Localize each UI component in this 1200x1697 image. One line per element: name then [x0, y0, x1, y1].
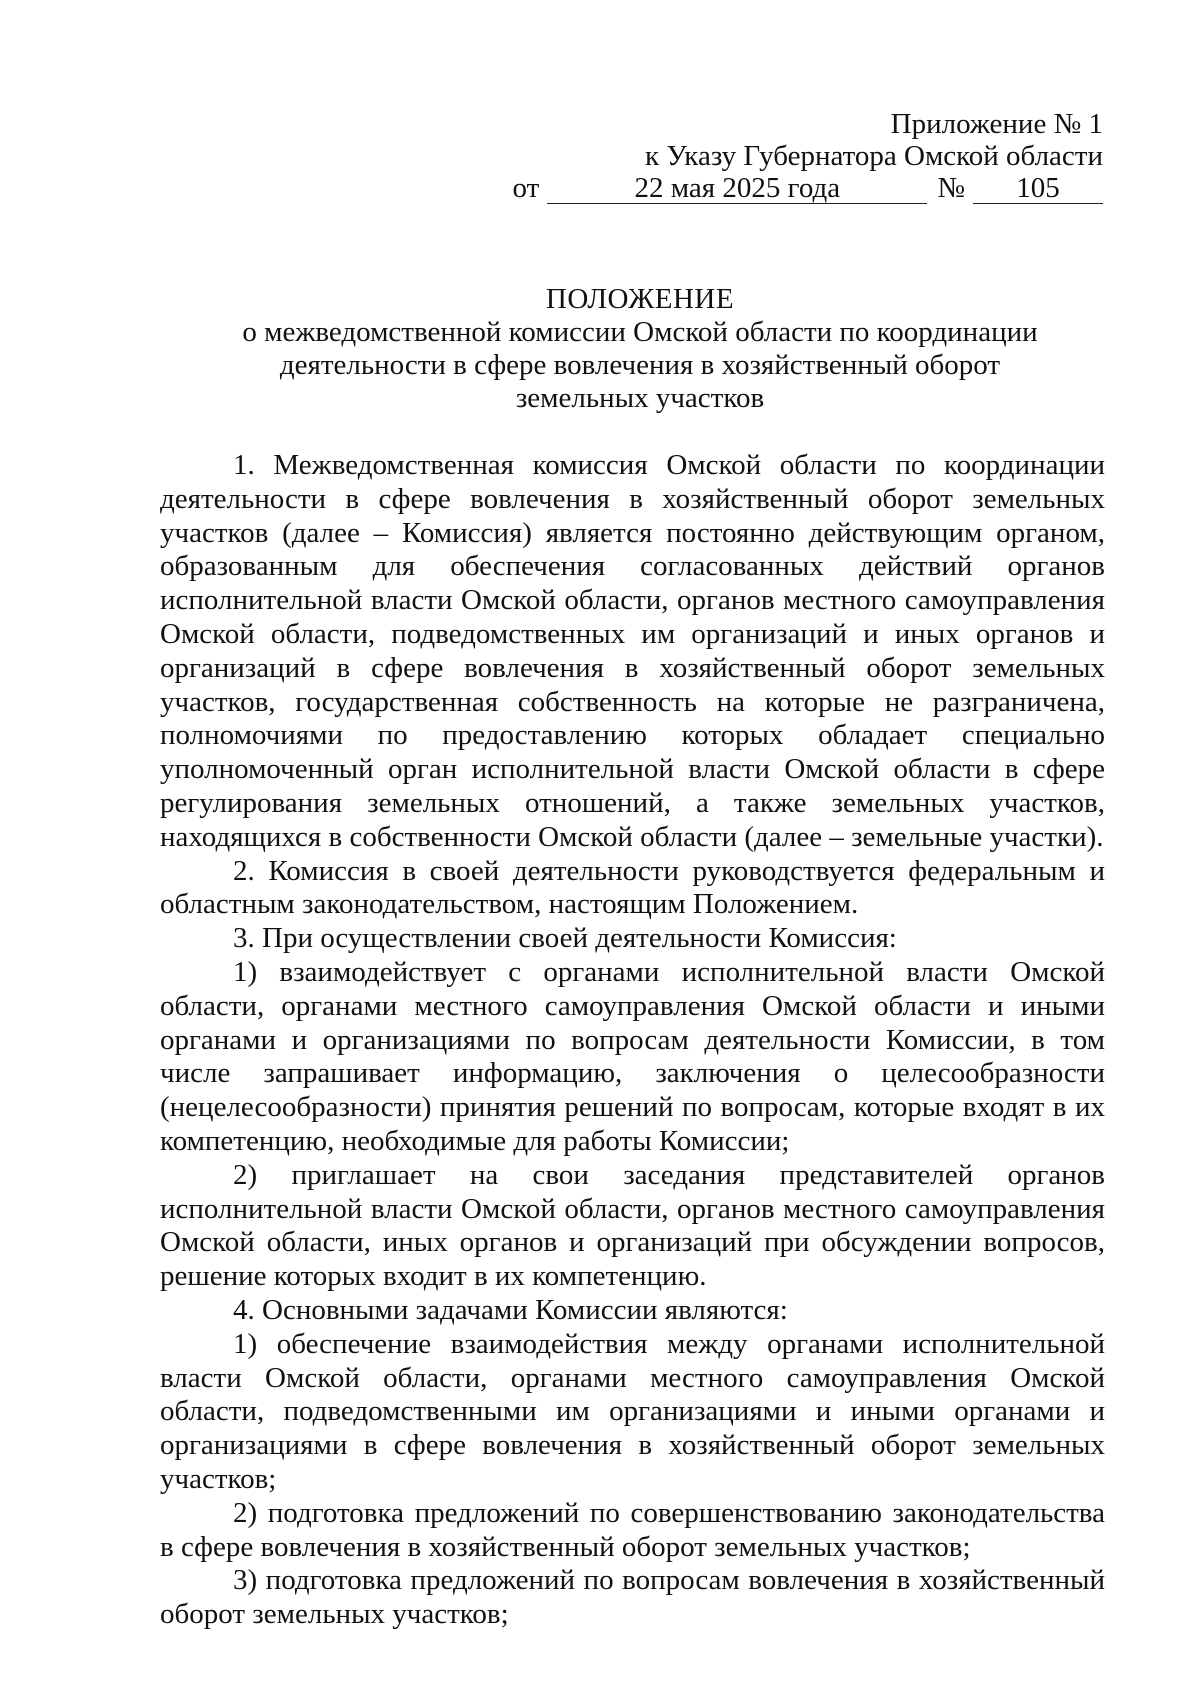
appendix-number: Приложение № 1 — [890, 108, 1103, 140]
paragraph-4-item-2: 2) подготовка предложений по совершенствованию законодательства в сфере вовлечения в хозяйственный оборот земельных участков; — [160, 1496, 1105, 1563]
paragraph-4-item-1: 1) обеспечение взаимодействия между органами исполнительной власти Омской области, органами местного самоуправления Омской области, подведомственными им организациями и иными органами и организациями в сфере вовлечения в хозяйственный оборот земельных участков; — [160, 1327, 1105, 1495]
title-main: ПОЛОЖЕНИЕ — [545, 283, 735, 315]
title-subtitle-line: земельных участков — [515, 382, 765, 414]
paragraph-3-item-2: 2) приглашает на свои заседания представителей органов исполнительной власти Омской области, органов местного самоуправления Омской области, иных органов и организаций при обсуждении вопросов, решение которых входит в их компетенцию. — [160, 1158, 1105, 1293]
decree-reference: к Указу Губернатора Омской области — [644, 140, 1103, 172]
from-label: от — [512, 172, 540, 204]
document-body — [160, 449, 1105, 1632]
paragraph-2: 2. Комиссия в своей деятельности руководствуется федеральным и областным законодательством, настоящим Положением. — [160, 854, 1105, 921]
document-title — [160, 283, 1120, 415]
decree-date: 22 мая 2025 года — [547, 173, 927, 204]
number-label: № — [937, 172, 965, 204]
title-subtitle-line: о межведомственной комиссии Омской области по координации — [242, 316, 1038, 348]
paragraph-1: 1. Межведомственная комиссия Омской области по координации деятельности в сфере вовлечения в хозяйственный оборот земельных участков (далее – Комиссия) является постоянно действующим органом, образованным для обеспечения согласованных действий органов исполнительной власти Омской области, органов местного самоуправления Омской области, подведомственных им организаций и иных органов и организаций в сфере вовлечения в хозяйственный оборот земельных участков, государственная собственность на которые не разграничена, полномочиями по предоставлению которых обладает специально уполномоченный орган исполнительной власти Омской области в сфере регулирования земельных отношений, а также земельных участков, находящихся в собственности Омской области (далее – земельные участки). — [160, 449, 1105, 853]
paragraph-3-item-1: 1) взаимодействует с органами исполнительной власти Омской области, органами местного самоуправления Омской области и иными органами и организациями по вопросам деятельности Комиссии, в том числе запрашивает информацию, заключения о целесообразности (нецелесообразности) принятия решений по вопросам, которые входят в их компетенцию, необходимые для работы Комиссии; — [160, 955, 1105, 1157]
title-subtitle-line: деятельности в сфере вовлечения в хозяйственный оборот — [279, 349, 1001, 381]
appendix-header — [500, 108, 1103, 204]
decree-number: 105 — [973, 173, 1103, 204]
paragraph-3: 3. При осуществлении своей деятельности Комиссия: — [233, 922, 897, 955]
decree-date-line — [500, 172, 1103, 204]
paragraph-4: 4. Основными задачами Комиссии являются: — [233, 1293, 788, 1326]
paragraph-4-item-3: 3) подготовка предложений по вопросам вовлечения в хозяйственный оборот земельных участков; — [160, 1564, 1105, 1631]
